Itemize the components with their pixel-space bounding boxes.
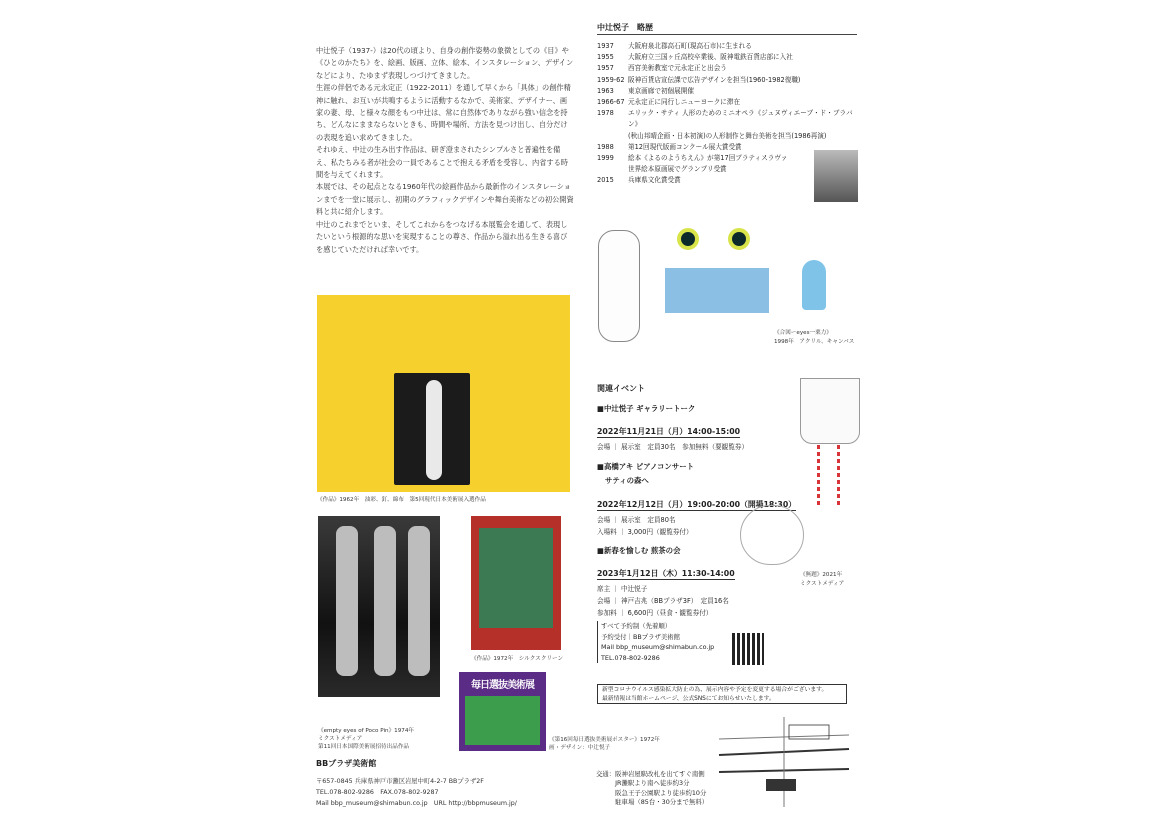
reserve-phone: TEL.078-802-9286 <box>601 653 660 662</box>
map-venue-marker <box>766 779 796 791</box>
bio-row <box>597 97 857 108</box>
event-date: 2023年1月12日（木）11:30-14:00 <box>597 569 735 578</box>
eye-artwork-right <box>728 228 750 250</box>
bio-row <box>597 75 857 86</box>
bio-row <box>597 41 857 52</box>
pillar-shape <box>374 526 396 676</box>
red-dotted-line <box>817 445 820 505</box>
bio-year: 2015 <box>597 176 614 185</box>
artist-portrait-photo <box>814 150 858 202</box>
bio-year <box>597 164 628 175</box>
bio-year: 1955 <box>597 53 614 62</box>
bio-text: 西宮美術教室で元永定正と出会う <box>628 64 727 73</box>
events-title: 関連イベント <box>597 384 645 393</box>
event-detail: 入場料 ｜ 3,000円（観覧券付） <box>597 528 693 536</box>
exhibition-poster-1972 <box>459 672 546 751</box>
event-detail: 会場 ｜ 展示室 定員30名 参加無料（要観覧券） <box>597 443 749 451</box>
bio-year: 1978 <box>597 109 614 118</box>
bio-year: 1963 <box>597 86 614 95</box>
eye-artwork-left <box>677 228 699 250</box>
venue-address <box>316 776 517 809</box>
line-drawing-figures <box>740 505 804 565</box>
event-detail: 会場 ｜ 展示室 定員80名 <box>597 516 676 524</box>
event-heading: ■新春を愉しむ 煎茶の会 <box>597 546 681 555</box>
caption-empty-eyes-note: 第11回日本国際美術展招待出品作品 <box>318 744 410 750</box>
event-detail: 参加料 ｜ 6,600円（昼食・観覧券付） <box>597 609 713 617</box>
blue-rectangle-artwork <box>665 268 769 313</box>
access-line: JR灘駅より南へ徒歩約3分 <box>596 779 690 788</box>
bio-year <box>597 131 628 142</box>
qr-code-icon[interactable] <box>732 633 764 665</box>
bio-row <box>597 63 857 74</box>
red-dotted-line <box>837 445 840 505</box>
silkscreen-artwork-1972 <box>471 516 561 650</box>
notice-line: 最新情報は当館ホームページ、公式SNSにてお知らせいたします。 <box>602 696 775 702</box>
access-info <box>596 770 708 808</box>
caption-poster-title: 《第16回毎日選抜美術展ポスター》1972年 <box>549 737 660 743</box>
reserve-email[interactable]: Mail bbp_museum@shimabun.co.jp <box>601 643 715 651</box>
bio-text: 大阪府立三国ヶ丘高校卒業後、阪神電鉄百貨店部に入社 <box>628 53 793 62</box>
caption-empty-eyes-medium: ミクストメディア <box>318 736 363 742</box>
event-date: 2022年12月12日（月）19:00-20:00（開場18:30） <box>597 500 797 509</box>
venue-address-line: 〒657-0845 兵庫県神戸市灘区岩屋中町4-2-7 BBプラザ2F <box>316 778 484 785</box>
caption-work-1962: 《作品》1962年 油彩、釘、綿布 第5回現代日本美術展入選作品 <box>317 497 486 503</box>
bio-text: 阪神百貨店宣伝課で広告デザインを担当(1960-1982復職) <box>628 75 801 84</box>
reserve-line: 予約受付｜BBプラザ美術館 <box>601 632 681 641</box>
event-heading: ■高橋アキ ピアノコンサート <box>597 462 694 471</box>
caption-empty-eyes-title: 《empty eyes of Poco Pin》1974年 <box>318 728 415 734</box>
intro-paragraph: 中辻のこれまでといま、そしてこれからをつなげる本展覧会を通して、表現したいという根源的な思いを実現することの尊さ、作品から溢れ出る生きる喜びを感じていただければ幸いです。 <box>316 219 568 254</box>
reservation-info <box>597 621 714 663</box>
event-heading: ■中辻悦子 ギャラリートーク <box>597 404 696 413</box>
white-stripe <box>426 380 442 480</box>
bio-row <box>597 131 857 142</box>
venue-name: BBプラザ美術館 <box>316 759 377 768</box>
pillar-shape <box>408 526 430 676</box>
intro-paragraph: 中辻悦子（1937-）は20代の頃より、自身の創作姿勢の象徴としての《目》や《ひとのかたち》を、絵画、版画、立体、絵本、インスタレーション、デザインなどにより、たゆまず表現しつづけてきました。 <box>316 46 574 80</box>
intro-paragraph: それゆえ、中辻の生み出す作品は、研ぎ澄まされたシンプルさと普遍性を備え、私たちみる者が社会の一員であることで抱える矛盾を受容し、内省する時間を与えてくれます。 <box>316 145 568 180</box>
bio-row <box>597 108 857 130</box>
bio-year: 1957 <box>597 64 614 73</box>
event-subheading: サティの森へ <box>605 476 649 485</box>
poster-graphic <box>465 696 540 745</box>
bio-divider <box>597 34 857 35</box>
access-line: 交通：阪神岩屋駅改札を出てすぐ南側 <box>596 770 705 778</box>
event-detail: 席主 ｜ 中辻悦子 <box>597 585 648 593</box>
caption-untitled-medium: ミクストメディア <box>800 581 845 587</box>
bio-text: 大阪府泉北郡高石町(現高石市)に生まれる <box>628 42 752 50</box>
silkscreen-inner <box>479 528 553 628</box>
bio-year: 1999 <box>597 154 614 163</box>
notice-line: 新型コロナウイルス感染拡大防止の為、展示内容や予定を変更する場合がございます。 <box>602 687 828 693</box>
bio-text: 東京画廊で初個展開催 <box>628 86 694 95</box>
caption-work-1972: 《作品》1972年 シルクスクリーン <box>471 656 564 662</box>
bio-text: (秋山邦晴企画・日本初演)の人形制作と舞台美術を担当(1986再演) <box>628 131 827 140</box>
covid-notice-box <box>597 684 847 704</box>
poster-title: 毎日選抜美術展 <box>471 680 534 691</box>
bio-text: 世界絵本原画展でグランプリ受賞 <box>628 165 727 174</box>
pillar-shape <box>336 526 358 676</box>
bio-text: 第12回現代版画コンクール展大賞受賞 <box>628 142 742 151</box>
bio-text: 兵庫県文化賞受賞 <box>628 176 681 185</box>
black-white-installation-photo <box>318 516 440 697</box>
blue-figure-artwork <box>802 260 826 310</box>
bio-text: 絵本《よるのようちえん》が第17回ブラティスラヴァ <box>628 154 788 163</box>
bio-year: 1988 <box>597 142 614 151</box>
caption-eyes-detail: 1998年 アクリル、キャンバス <box>774 339 855 345</box>
event-date: 2022年11月21日（月）14:00-15:00 <box>597 427 741 436</box>
bio-row <box>597 86 857 97</box>
figure-drawing-artwork <box>598 230 640 342</box>
bio-row <box>597 52 857 63</box>
bio-year: 1966-67 <box>597 98 625 107</box>
bio-text: 元永定正に同行しニューヨークに滞在 <box>628 98 741 107</box>
bio-title: 中辻悦子 略歴 <box>597 23 653 32</box>
venue-phone-line: TEL.078-802-9286 FAX.078-802-9287 <box>316 789 439 796</box>
access-line: 駐車場（85台・30分まで無料） <box>596 798 709 807</box>
bio-year: 1937 <box>597 42 614 50</box>
access-map <box>714 717 854 807</box>
intro-text <box>316 45 574 256</box>
access-line: 阪急王子公園駅より徒歩約10分 <box>596 788 707 797</box>
event-detail: 会場 ｜ 神戸吉兆（BBプラザ3F） 定員16名 <box>597 597 729 605</box>
caption-poster-credit: 画・デザイン：中辻悦子 <box>549 745 611 751</box>
caption-untitled-title: 《無題》2021年 <box>800 572 843 578</box>
intro-paragraph: 本展では、その起点となる1960年代の絵画作品から最新作のインスタレーションまでを一堂に展示し、初期のグラフィックデザインや舞台美術などの初公開資料と共に紹介します。 <box>316 182 574 217</box>
untitled-artwork-2021 <box>800 378 860 444</box>
intro-paragraph: 生涯の伴侶である元永定正（1922-2011）を通して早くから「具体」の創作精神に触れ、お互いが共鳴するように活動するなかで、美術家、デザイナー、画家の妻、母、と様々な顔をもつ中辻は、常に自然体でありながら強い信念を持ち、どんなにままならないときも、時間や場所、方法を見つけ出し、自分だけの表現を追い求めてきました。 <box>316 83 571 142</box>
bio-year: 1959-62 <box>597 75 625 84</box>
bio-text: エリック・サティ 人形のためのミニオペラ《ジュヌヴィエーブ・ド・ブラバン》 <box>628 109 853 129</box>
reserve-line: すべて予約制（先着順） <box>601 622 672 630</box>
event-gallery-talk <box>597 403 767 453</box>
caption-eyes-title: 《合図ーeyes一栗力》 <box>774 330 832 336</box>
venue-contact-line[interactable]: Mail bbp_museum@shimabun.co.jp URL http://bbpmuseum.jp/ <box>316 800 517 807</box>
